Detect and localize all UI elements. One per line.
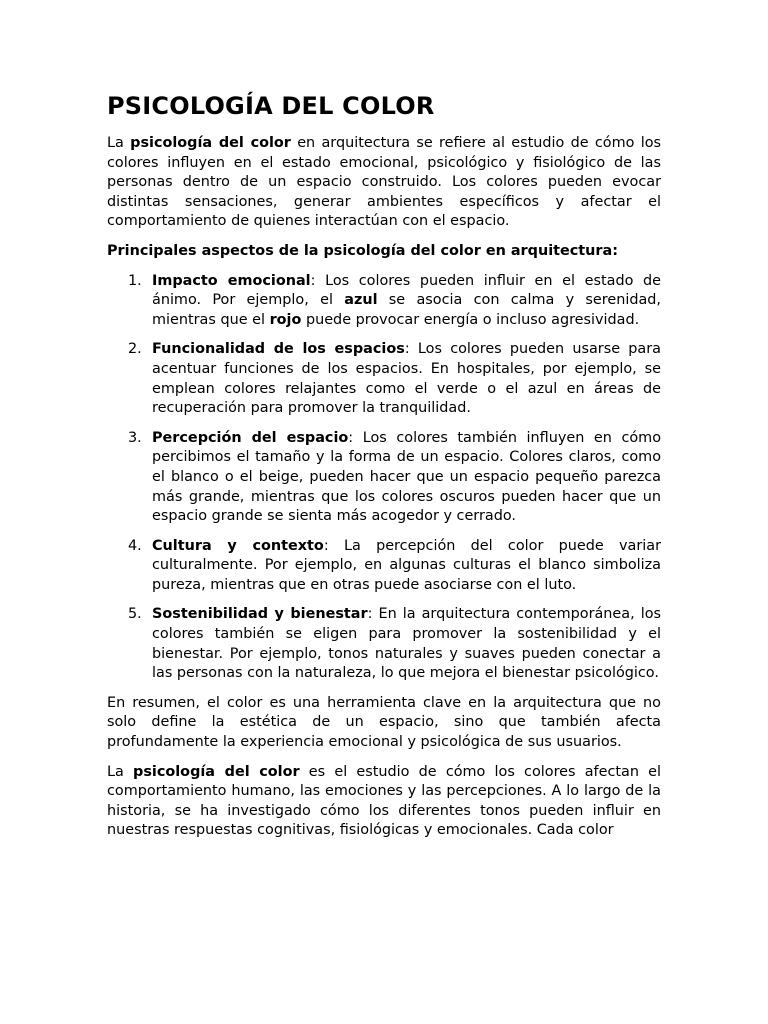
list-item — [128, 272, 661, 331]
list-item-number: 2. — [128, 341, 142, 358]
list-item-number: 4. — [128, 537, 142, 554]
aspects-list — [107, 272, 661, 684]
list-item-text: : Los colores también influyen en cómo percibimos el tamaño y la forma de un espacio. Colores claros, como el blanco o el beige, pueden hacer que un espacio pequeño parezca más grande, mientras que los colores oscuros pueden hacer que un espacio grande se sienta más acogedor y cerrado. — [152, 429, 661, 525]
intro-bold-term: psicología del color — [130, 135, 291, 151]
list-item-title: Funcionalidad de los espacios — [152, 341, 405, 358]
list-item-text: : Los colores pueden usarse para acentuar funciones de los espacios. En hospitales, por ejemplo, se emplean colores relajantes como el verde o el azul en áreas de recuperación para promover la tranquilidad. — [152, 341, 661, 417]
list-item-bold-word: rojo — [269, 311, 302, 328]
aspects-heading: Principales aspectos de la psicología del color en arquitectura: — [107, 242, 618, 259]
list-item-number: 5. — [128, 606, 142, 623]
list-item-text: : En la arquitectura contemporánea, los colores también se eligen para promover la sostenibilidad y el bienestar. Por ejemplo, tonos naturales y suaves pueden conectar a las personas con la naturaleza, lo que mejora el bienestar psicológico. — [152, 606, 661, 682]
list-item-text: puede provocar energía o incluso agresividad. — [301, 311, 640, 328]
list-item-text: se asocia con calma y serenidad, mientras que el — [152, 292, 661, 328]
list-item-title: Cultura y contexto — [152, 537, 324, 554]
closing-bold-term: psicología del color — [133, 763, 300, 780]
list-item-title: Sostenibilidad y bienestar — [152, 606, 368, 623]
list-item-number: 1. — [128, 272, 142, 289]
list-item-title: Impacto emocional — [152, 272, 311, 289]
list-item — [128, 429, 661, 527]
intro-paragraph — [107, 134, 661, 232]
intro-text-end: en arquitectura se refiere al estudio de cómo los colores influyen en el estado emocional, psicológico y fisiológico de las personas dentro de un espacio construido. Los colores pueden evocar distintas sensaciones, generar ambientes específicos y afectar el comportamiento de quienes interactúan con el espacio. — [107, 135, 661, 230]
list-item-text: : La percepción del color puede variar culturalmente. Por ejemplo, en algunas culturas el blanco simboliza pureza, mientras que en otras puede asociarse con el luto. — [152, 537, 661, 593]
closing-text-start: La — [107, 763, 134, 780]
list-item-bold-word: azul — [344, 292, 378, 309]
list-item-number: 3. — [128, 429, 142, 446]
summary-paragraph: En resumen, el color es una herramienta clave en la arquitectura que no solo define la estética de un espacio, sino que también afecta profundamente la experiencia emocional y psicológica de sus usuarios. — [107, 694, 661, 751]
list-item — [128, 537, 661, 596]
list-item-title: Percepción del espacio — [152, 429, 349, 446]
intro-text-start: La — [107, 135, 131, 151]
list-item-text: : Los colores pueden influir en el estado de ánimo. Por ejemplo, el — [152, 272, 661, 309]
document-page — [107, 88, 661, 851]
list-item — [128, 340, 661, 418]
list-item — [128, 605, 661, 683]
closing-text-end: es el estudio de cómo los colores afectan el comportamiento humano, las emociones y las percepciones. A lo largo de la historia, se ha investigado cómo los diferentes tonos pueden influir en nuestras respuestas cognitivas, fisiológicas y emocionales. Cada color — [107, 763, 661, 839]
closing-paragraph — [107, 763, 661, 841]
document-title: PSICOLOGÍA DEL COLOR — [107, 92, 435, 120]
